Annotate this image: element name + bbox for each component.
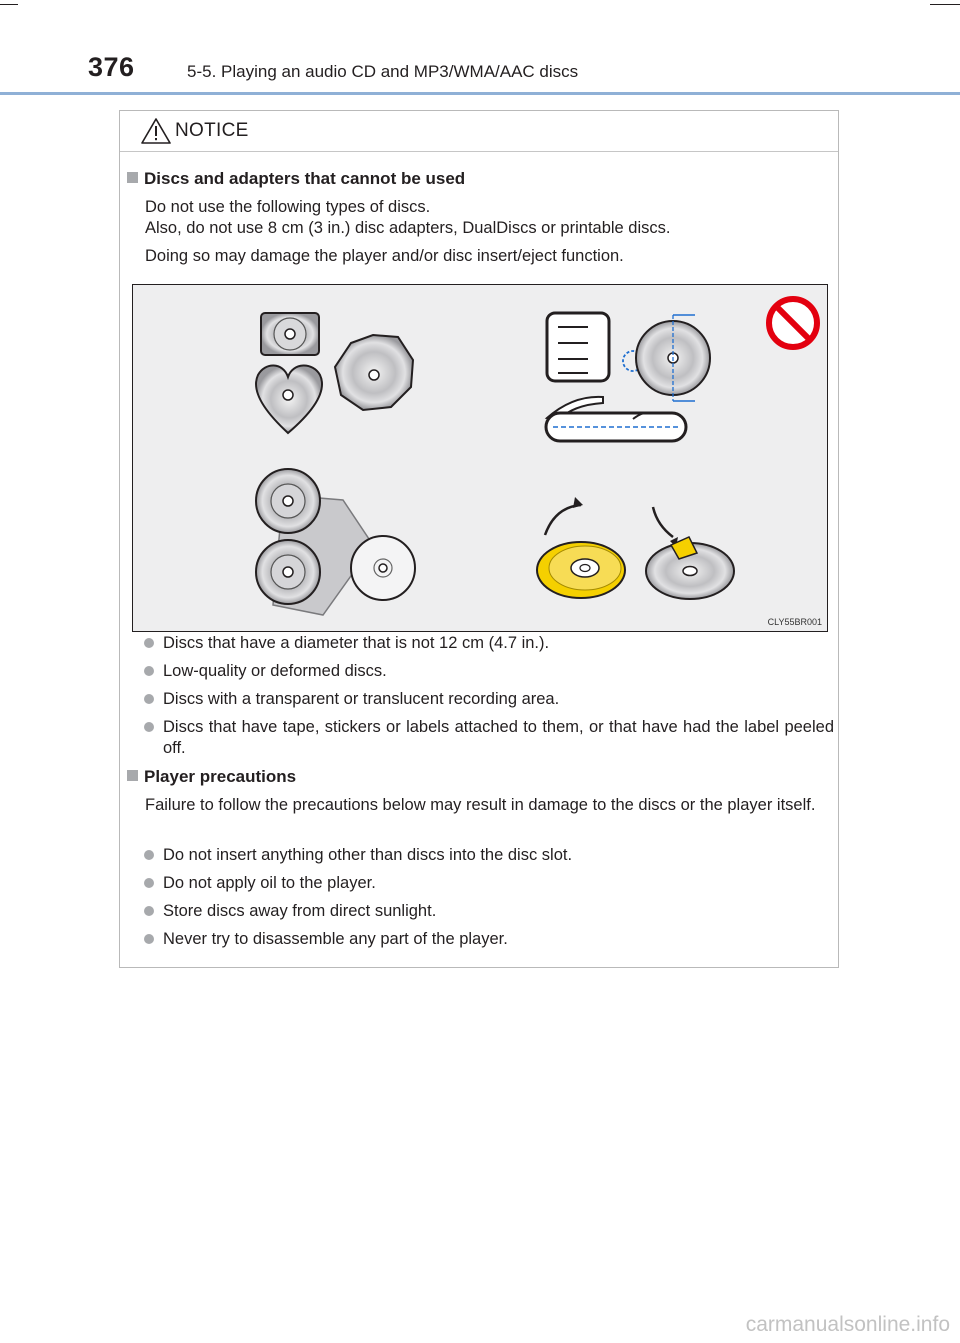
bullet-item: Discs with a transparent or translucent recording area. bbox=[142, 689, 834, 710]
figure-code: CLY55BR001 bbox=[767, 617, 822, 627]
header-rule bbox=[0, 92, 960, 95]
bullet-item: Low-quality or deformed discs. bbox=[142, 661, 834, 682]
watermark: carmanualsonline.info bbox=[745, 1313, 950, 1336]
bullet-icon bbox=[144, 638, 154, 648]
bullet-item: Discs that have a diameter that is not 12 cm (4.7 in.). bbox=[142, 633, 834, 654]
square-bullet-icon bbox=[127, 172, 138, 183]
bullet-icon bbox=[144, 934, 154, 944]
notice-header bbox=[120, 111, 838, 152]
bullet-item: Store discs away from direct sunlight. bbox=[142, 901, 834, 922]
bullet-icon bbox=[144, 694, 154, 704]
paragraph: Also, do not use 8 cm (3 in.) disc adapters, DualDiscs or printable discs. bbox=[145, 219, 671, 237]
section-heading: Player precautions bbox=[127, 767, 296, 787]
bullet-icon bbox=[144, 878, 154, 888]
square-disc bbox=[261, 313, 319, 355]
disc-diameter-diagram bbox=[546, 313, 710, 441]
section-title: 5-5. Playing an audio CD and MP3/WMA/AAC discs bbox=[187, 62, 579, 81]
paragraph: Doing so may damage the player and/or disc insert/eject function. bbox=[145, 247, 624, 265]
bullet-item: Discs that have tape, stickers or labels attached to them, or that have had the label peeled off. bbox=[142, 717, 834, 759]
label-peeled-disc bbox=[537, 497, 625, 598]
octagonal-disc bbox=[335, 335, 413, 410]
taped-disc bbox=[646, 507, 734, 599]
page-header bbox=[0, 0, 960, 100]
bullet-icon bbox=[144, 906, 154, 916]
bullet-icon bbox=[144, 722, 154, 732]
adapter-discs bbox=[256, 469, 415, 615]
bullet-item: Do not insert anything other than discs into the disc slot. bbox=[142, 845, 834, 866]
notice-title: NOTICE bbox=[175, 120, 249, 141]
prohibited-discs-illustration bbox=[132, 284, 828, 632]
section-heading: Discs and adapters that cannot be used bbox=[127, 169, 465, 189]
page-number: 376 bbox=[88, 52, 135, 82]
bullet-item: Do not apply oil to the player. bbox=[142, 873, 834, 894]
paragraph: Do not use the following types of discs. bbox=[145, 198, 431, 216]
paragraph: Failure to follow the precautions below may result in damage to the discs or the player itself. bbox=[145, 796, 816, 814]
bullet-item: Never try to disassemble any part of the player. bbox=[142, 929, 834, 950]
illustration-drawing bbox=[133, 285, 827, 631]
bullet-icon bbox=[144, 850, 154, 860]
warning-triangle-icon bbox=[140, 117, 172, 145]
heart-disc bbox=[256, 365, 322, 433]
notice-box bbox=[119, 110, 839, 968]
square-bullet-icon bbox=[127, 770, 138, 781]
prohibited-sign-icon bbox=[769, 299, 817, 347]
bullet-icon bbox=[144, 666, 154, 676]
